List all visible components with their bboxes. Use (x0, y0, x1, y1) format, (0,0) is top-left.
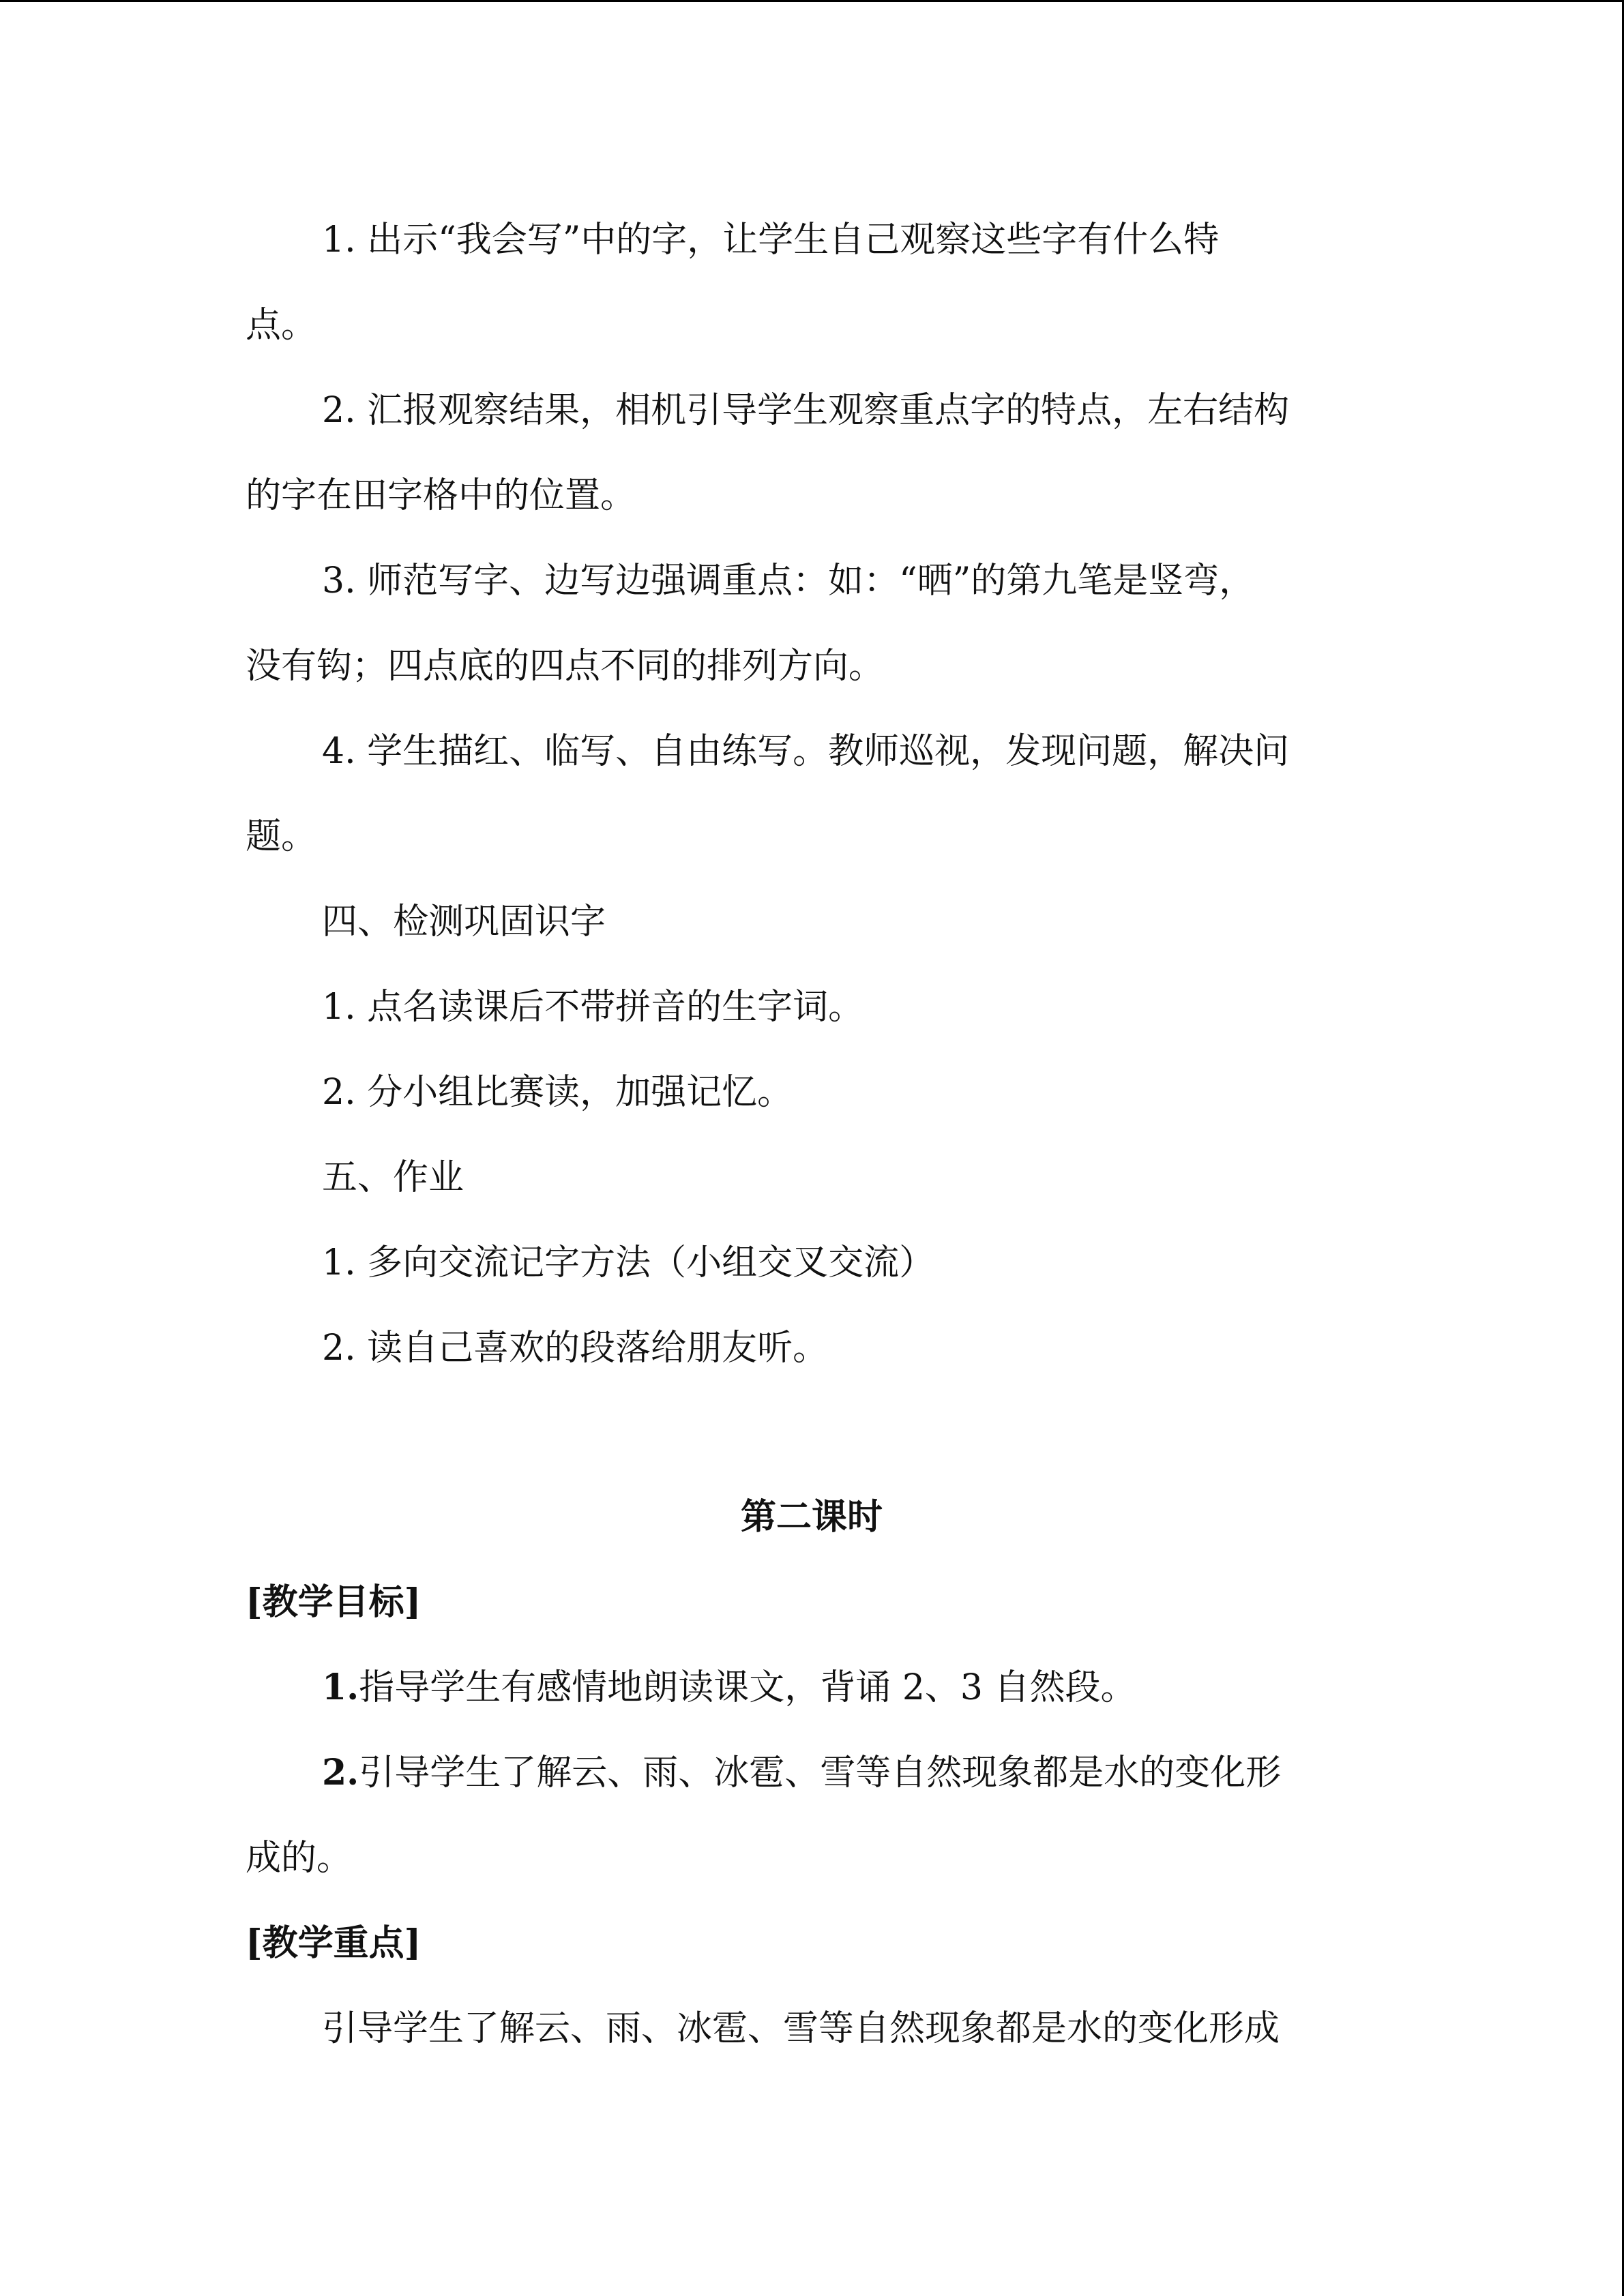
list-item-check-2: 2. 分小组比赛读，加强记忆。 (322, 1072, 793, 1113)
goal-item-2-number: 2. (322, 1752, 359, 1793)
paragraph-item4-line2: 题。 (246, 816, 317, 857)
paragraph-item2-line2: 的字在田字格中的位置。 (246, 475, 636, 516)
list-item-homework-1: 1. 多向交流记字方法（小组交叉交流） (322, 1242, 935, 1283)
goal-item-2-line2: 成的。 (246, 1838, 353, 1879)
goal-item-1-number: 1. (322, 1667, 359, 1708)
key-points-text: 引导学生了解云、雨、冰雹、雪等自然现象都是水的变化形成 (322, 2008, 1280, 2049)
list-item-check-1: 1. 点名读课后不带拼音的生字词。 (322, 987, 864, 1028)
paragraph-item3-line2: 没有钩；四点底的四点不同的排列方向。 (246, 646, 885, 687)
goal-item-1-text: 指导学生有感情地朗读课文，背诵 2、3 自然段。 (359, 1667, 1136, 1708)
paragraph-item2-line1: 2. 汇报观察结果，相机引导学生观察重点字的特点，左右结构 (322, 390, 1290, 431)
section-heading-check: 四、检测巩固识字 (322, 901, 606, 942)
list-item-homework-2: 2. 读自己喜欢的段落给朋友听。 (322, 1328, 829, 1369)
goal-item-1 (246, 1660, 1454, 1715)
paragraph-item1-line1: 1. 出示“我会写”中的字，让学生自己观察这些字有什么特 (322, 220, 1220, 260)
goal-item-2-line1 (246, 1746, 1454, 1800)
paragraph-item4-line1: 4. 学生描红、临写、自由练写。教师巡视，发现问题，解决问 (322, 731, 1290, 772)
goals-heading: [教学目标] (246, 1581, 422, 1623)
paragraph-item1-line2: 点。 (246, 305, 317, 346)
section-heading-homework: 五、作业 (322, 1157, 464, 1198)
goal-item-2-text: 引导学生了解云、雨、冰雹、雪等自然现象都是水的变化形 (359, 1753, 1282, 1793)
key-points-heading: [教学重点] (246, 1922, 422, 1964)
lesson-title: 第二课时 (740, 1496, 883, 1538)
page-top-border (0, 0, 1624, 2)
paragraph-item3-line1: 3. 师范写字、边写边强调重点：如：“晒”的第九笔是竖弯， (322, 561, 1255, 601)
